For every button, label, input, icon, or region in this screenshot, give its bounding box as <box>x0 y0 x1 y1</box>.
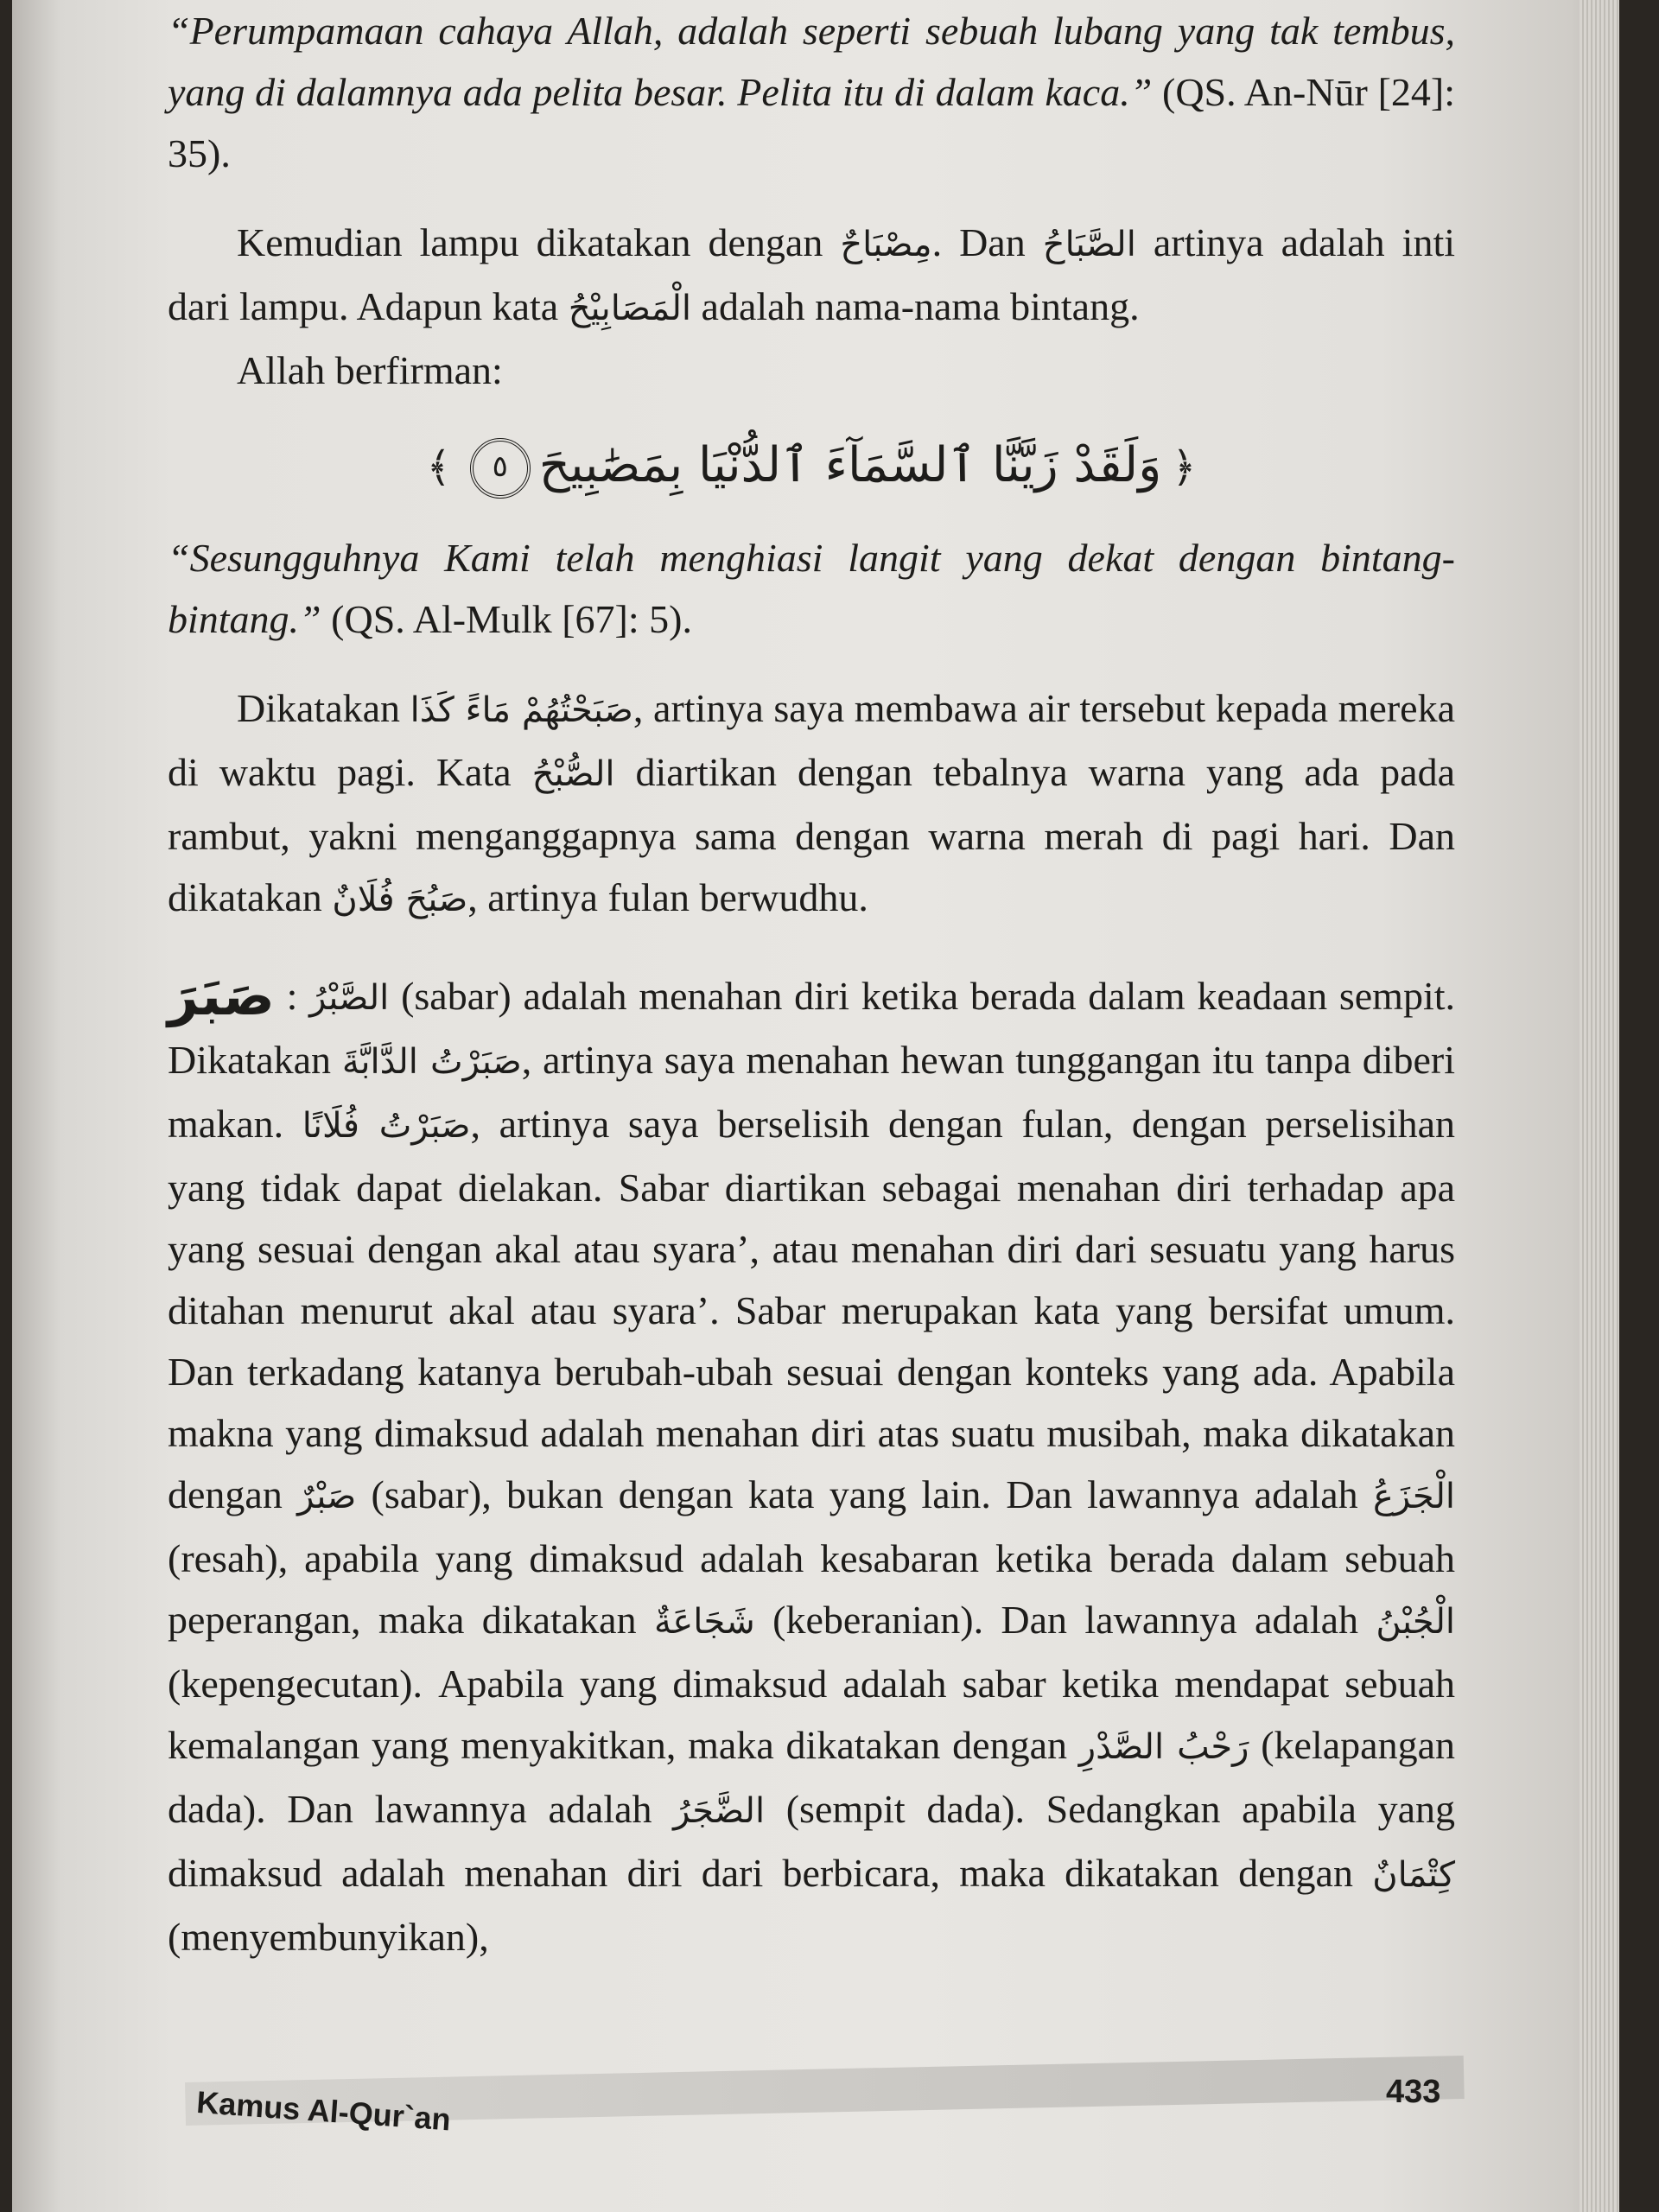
text-run: (kelapangan dada). Dan lawannya adalah <box>168 1723 1455 1831</box>
arabic-term: صَبَرْتُ الدَّابَّةَ <box>341 1042 522 1082</box>
arabic-term: صَبُحَ فُلَانٌ <box>332 880 468 919</box>
text-run: . Dan <box>931 220 1026 264</box>
ornament-open-icon: ﴿ <box>1172 443 1197 492</box>
text-run: : <box>286 974 298 1018</box>
text-run: (kepengecutan). Apabila yang dimaksud adalah sabar ketika mendapat sebuah kemalangan yang menyakitkan, maka dikatakan dengan <box>168 1662 1455 1767</box>
quote-almulk <box>168 527 1455 650</box>
text-run: artinya adalah inti dari lampu. Adapun kata <box>168 220 1456 328</box>
arabic-term: صَبَحْتُهُمْ مَاءً كَذَا <box>410 690 633 730</box>
arabic-term: الصَّبَاحُ <box>1042 225 1136 264</box>
text-run: , artinya saya menahan hewan tunggangan itu tanpa diberi makan. <box>168 1038 1455 1146</box>
text-run: (sempit dada). Sedangkan apabila yang dimaksud adalah menahan diri dari berbicara, maka dikatakan dengan <box>168 1787 1456 1895</box>
book-page <box>12 0 1619 2212</box>
arabic-term: مِصْبَاحٌ <box>840 225 932 264</box>
arabic-term: رَحْبُ الصَّدْرِ <box>1078 1727 1249 1767</box>
verse-arabic: وَلَقَدْ زَيَّنَّا ٱلسَّمَآءَ ٱلدُّنْيَا بِمَصَٰبِيحَ <box>538 437 1162 493</box>
ornament-close-icon: ﴾ <box>426 443 451 492</box>
arabic-term: صَبْرٌ <box>297 1477 357 1516</box>
quote-annur-text: “Perumpamaan cahaya Allah, adalah seperti sebuah lubang yang tak tembus, yang di dalamnya ada pelita besar. Pelita itu di dalam kaca.” <box>168 9 1455 114</box>
quote-almulk-ref: (QS. Al-Mulk [67]: 5). <box>331 597 692 641</box>
text-run: , artinya saya berselisih dengan fulan, dengan perselisihan yang tidak dapat dielakan. Sabar diartikan sebagai menahan diri terhadap apa yang sesuai dengan akal atau syara’, atau menahan diri dari sesuatu yang harus ditahan menurut akal atau syara’. Sabar merupakan kata yang bersifat umum. Dan terkadang katanya berubah-ubah sesuai dengan konteks yang ada. Apabila makna yang dimaksud adalah menahan diri atas suatu musibah, maka dikatakan dengan <box>168 1102 1456 1516</box>
arabic-term: الصُّبْحُ <box>531 754 615 794</box>
arabic-term: الْجَزَعُ <box>1372 1477 1456 1516</box>
arabic-term: الصَّبْرُ <box>309 978 390 1018</box>
text-run: , artinya fulan berwudhu. <box>467 875 868 919</box>
quran-verse <box>168 427 1455 506</box>
arabic-term: الْمَصَابِيْحُ <box>568 289 692 328</box>
text-run: Dikatakan <box>237 686 401 730</box>
body-text <box>168 0 1455 1967</box>
text-run: (menyembunyikan), <box>168 1915 489 1959</box>
entry-headword: صَبَرَ <box>168 964 275 1027</box>
footer-book-title: Kamus Al-Qur`an <box>195 2084 452 2138</box>
quote-almulk-text: “Sesungguhnya Kami telah menghiasi langit yang dekat dengan bintang-bintang.” <box>168 536 1455 641</box>
arabic-term: الْجُبْنُ <box>1376 1602 1456 1642</box>
quote-annur-ref: (QS. An-Nūr [24]: 35). <box>168 70 1456 175</box>
verse-number-medallion: ٥ <box>470 438 531 499</box>
text-run: (resah), apabila yang dimaksud adalah kesabaran ketika berada dalam sebuah peperangan, maka dikatakan <box>168 1536 1455 1642</box>
arabic-term: كِتْمَانٌ <box>1372 1855 1456 1895</box>
entry-shabara <box>168 965 1455 1967</box>
paragraph-lampu <box>168 212 1455 340</box>
page-edge-stack <box>1580 0 1619 2212</box>
text-run: (sabar), bukan dengan kata yang lain. Dan lawannya adalah <box>371 1472 1358 1516</box>
paragraph-subh <box>168 677 1455 931</box>
text-run: Kemudian lampu dikatakan dengan <box>237 220 823 264</box>
paragraph-allah-berfirman: Allah berfirman: <box>237 348 503 392</box>
page-number: 433 <box>1386 2074 1441 2110</box>
arabic-term: شَجَاعَةٌ <box>653 1602 755 1642</box>
arabic-term: الضَّجَرُ <box>673 1791 766 1831</box>
text-run: , artinya saya membawa air tersebut kepada mereka di waktu pagi. Kata <box>168 686 1455 794</box>
text-run: adalah nama-nama bintang. <box>701 284 1140 328</box>
quote-annur <box>168 0 1455 184</box>
text-run: diartikan dengan tebalnya warna yang ada pada rambut, yakni menganggapnya sama dengan warna merah di pagi hari. Dan dikatakan <box>168 750 1455 919</box>
text-run: (sabar) adalah menahan diri ketika berada dalam keadaan sempit. Dikatakan <box>168 974 1456 1082</box>
arabic-term: صَبَرْتُ فُلَانًا <box>302 1106 471 1146</box>
text-run: (keberanian). Dan lawannya adalah <box>772 1598 1359 1642</box>
